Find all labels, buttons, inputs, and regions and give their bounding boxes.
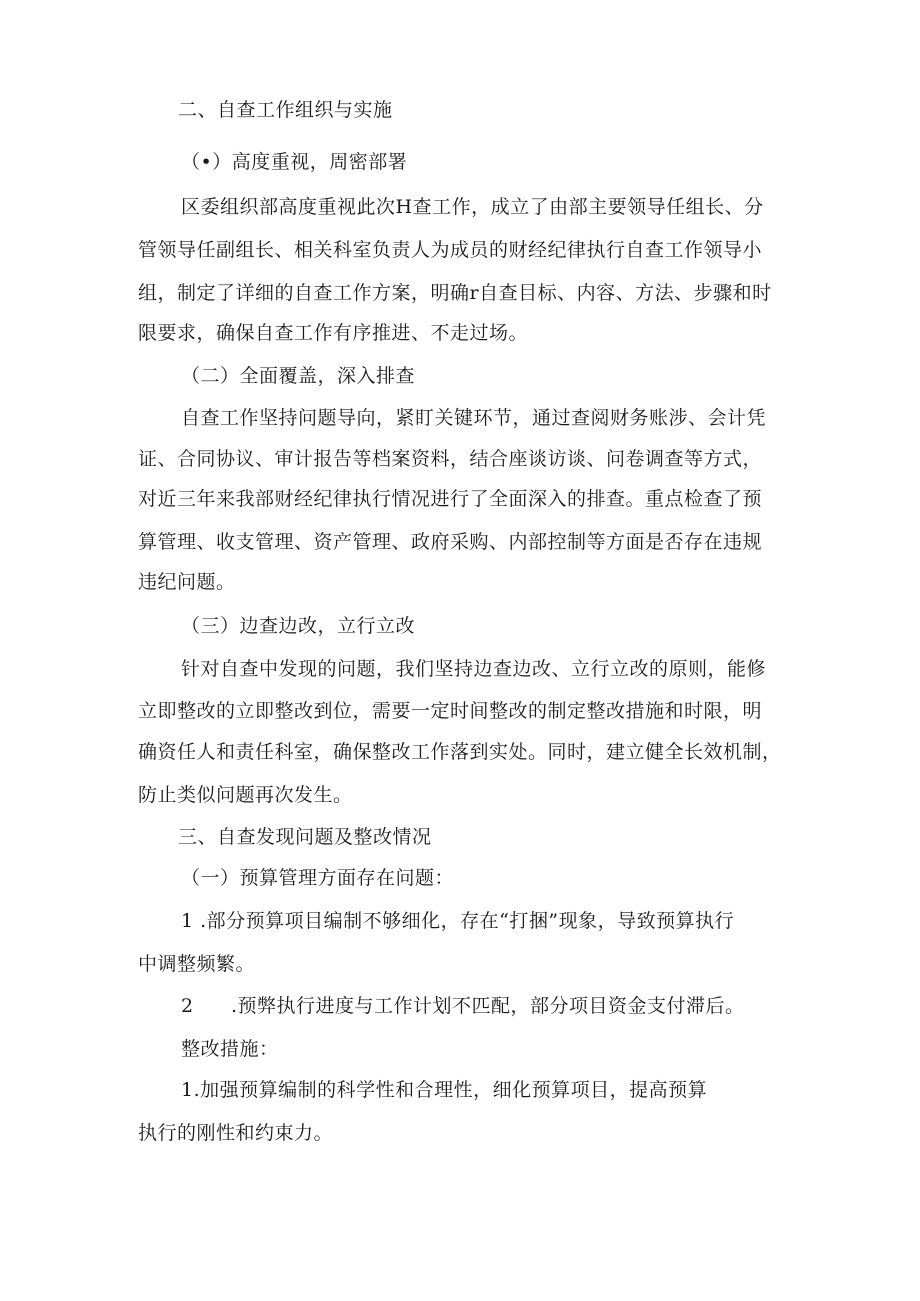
measure-line: 执行的刚性和约束力。: [138, 1122, 334, 1144]
measure-line: 1.加强预算编制的科学性和合理性，细化预算项目，提高预算: [181, 1079, 708, 1101]
list-item-line: 中调整频繁。: [138, 953, 256, 975]
subsection-heading-3: （三）边查边改，立行立改: [181, 615, 416, 637]
subsection-heading-2: （二）全面覆盖，深入排查: [181, 365, 416, 387]
paragraph-line: 确资任人和责任科室，确保整改工作落到实处。同时，建立健全长效机制，: [138, 741, 782, 763]
list-item-line: 1 .部分预算项目编制不够细化，存在“打捆”现象，导致预算执行: [181, 910, 735, 932]
paragraph-line: 针对自查中发现的问题，我们坚持边查边改、立行立改的原则，能修: [181, 658, 767, 680]
list-item-number: 2: [181, 995, 194, 1017]
paragraph-line: 限要求，确保自查工作有序推进、不走过场。: [138, 322, 529, 344]
subsection-heading-1: （•）高度重视，周密部署: [181, 151, 408, 173]
paragraph-line: 对近三年来我部财经纪律执行情况进行了全面深入的排查。重点检查了预: [138, 488, 763, 510]
measures-heading: 整改措施：: [181, 1038, 279, 1060]
subsection-heading-s3-1: （一）预算管理方面存在问题：: [181, 867, 455, 889]
paragraph-line: 自查工作坚持问题导向，紧盯关键环节，通过查阅财务账涉、会计凭: [181, 407, 767, 429]
paragraph-line: 证、合同协议、审计报告等档案资料，结合座谈访谈、问卷调查等方式，: [138, 448, 763, 470]
paragraph-line: 区委组织部高度重视此次H查工作，成立了由部主要领导任组长、分: [181, 196, 764, 218]
paragraph-line: 违纪问题。: [138, 571, 236, 593]
section-heading-3: 三、自查发现问题及整改情况: [178, 826, 432, 848]
paragraph-line: 算管理、收支管理、资产管理、政府采购、内部控制等方面是否存在违规: [138, 531, 763, 553]
list-item-text: .预弊执行进度与工作计划不匹配，部分项目资金支付滞后。: [231, 995, 745, 1017]
section-heading-2: 二、自查工作组织与实施: [178, 99, 393, 121]
paragraph-line: 组，制定了详细的自查工作方案，明确r自查目标、内容、方法、步骤和时: [138, 282, 772, 304]
paragraph-line: 管领导任副组长、相关科室负责人为成员的财经纪律执行自查工作领导小: [138, 239, 763, 261]
paragraph-line: 立即整改的立即整改到位，需要一定时间整改的制定整改措施和时限，明: [138, 700, 763, 722]
paragraph-line: 防止类似问题再次发生。: [138, 784, 353, 806]
